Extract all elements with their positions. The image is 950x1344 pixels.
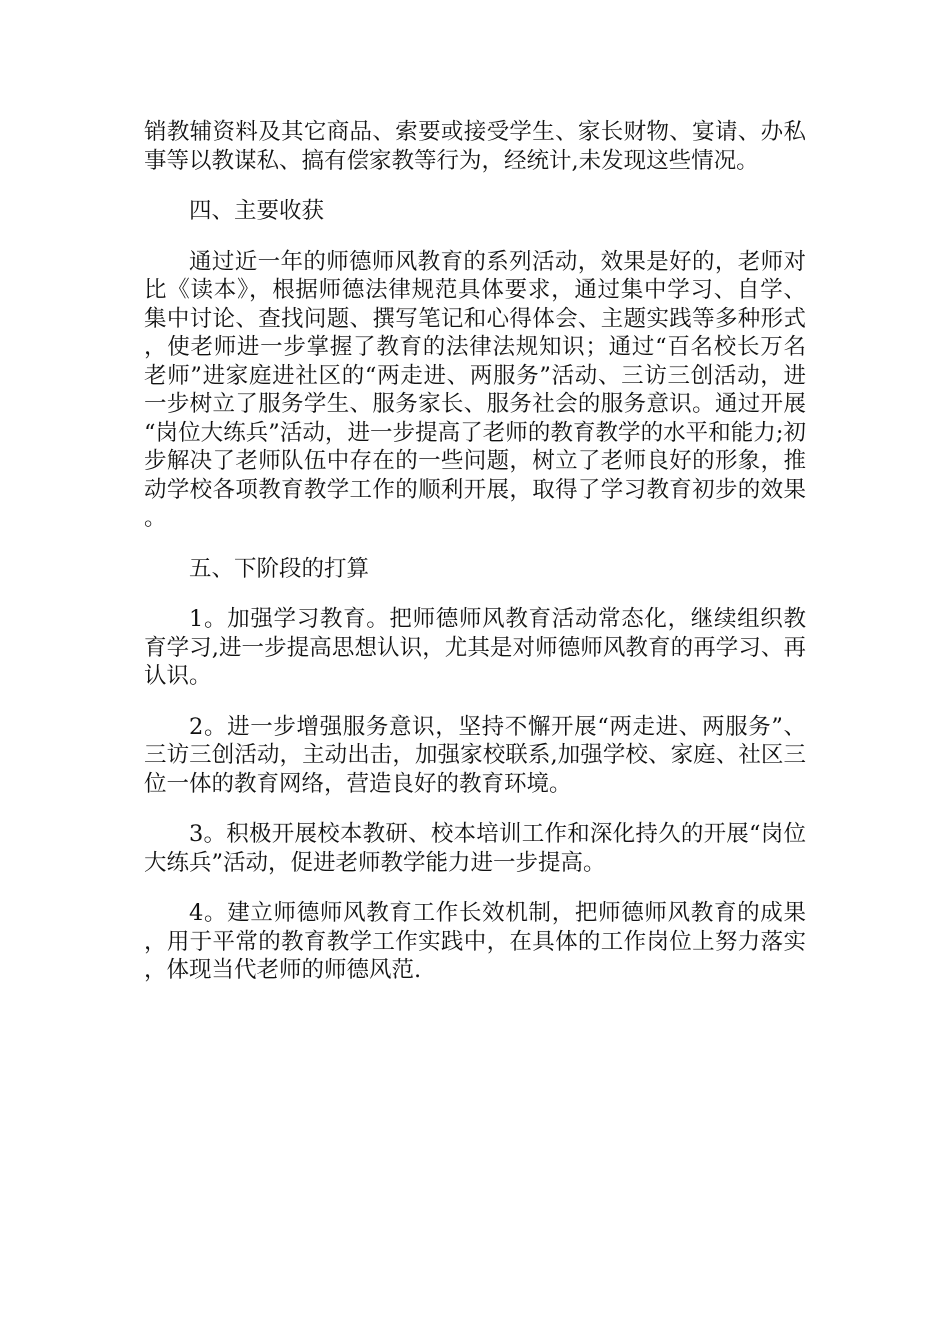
continuation-paragraph: 销教辅资料及其它商品、索要或接受学生、家长财物、宴请、办私事等以教谋私、搞有偿家教等行为，经统计,未发现这些情况。 xyxy=(144,119,806,174)
plan-item-3: 3。积极开展校本教研、校本培训工作和深化持久的开展“岗位大练兵”活动，促进老师教学能力进一步提高。 xyxy=(144,821,806,876)
main-gains-paragraph: 通过近一年的师德师风教育的系列活动，效果是好的，老师对比《读本》，根据师德法律规范具体要求，通过集中学习、自学、集中讨论、查找问题、撰写笔记和心得体会、主题实践等多种形式，使老师进一步掌握了教育的法律法规知识；通过“百名校长万名老师”进家庭进社区的“两走进、两服务”活动、三访三创活动，进一步树立了服务学生、服务家长、服务社会的服务意识。通过开展“岗位大练兵”活动，进一步提高了老师的教育教学的水平和能力;初步解决了老师队伍中存在的一些问题，树立了老师良好的形象，推动学校各项教育教学工作的顺利开展，取得了学习教育初步的效果。 xyxy=(144,248,806,531)
section-heading-next-plans: 五、下阶段的打算 xyxy=(189,555,370,582)
plan-item-1: 1。加强学习教育。把师德师风教育活动常态化，继续组织教育学习,进一步提高思想认识，尤其是对师德师风教育的再学习、再认识。 xyxy=(144,606,806,689)
plan-item-4: 4。建立师德师风教育工作长效机制，把师德师风教育的成果，用于平常的教育教学工作实践中，在具体的工作岗位上努力落实，体现当代老师的师德风范. xyxy=(144,900,806,983)
plan-item-2: 2。进一步增强服务意识，坚持不懈开展“两走进、两服务”、三访三创活动，主动出击，加强家校联系,加强学校、家庭、社区三位一体的教育网络，营造良好的教育环境。 xyxy=(144,713,806,797)
section-heading-main-gains: 四、主要收获 xyxy=(189,198,325,224)
document-page xyxy=(144,118,806,1007)
